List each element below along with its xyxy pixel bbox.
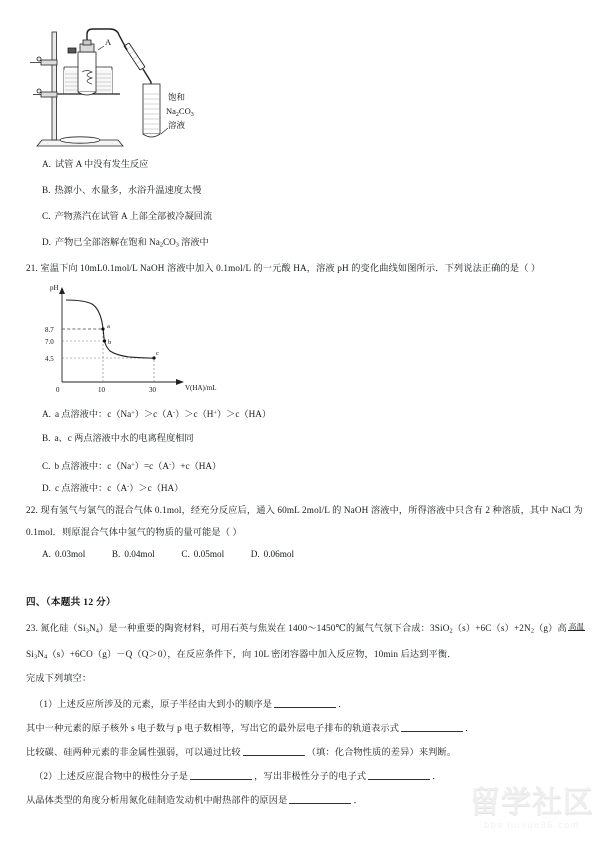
q21-option-b	[42, 432, 194, 445]
q21-option-b-label: B.	[42, 433, 51, 443]
q23-number: 23.	[26, 623, 38, 633]
q20-option-c	[42, 210, 212, 223]
chart-ytick-1: 7.0	[45, 338, 54, 346]
chart-point-b	[103, 339, 106, 342]
ph-titration-chart	[28, 282, 238, 400]
q23-line1-text: 氮化硅$(Si_3N_4)$是一种重要的陶瓷材料，可用石英与焦炭在 1400～1450℃的氮气气氛下合成：$3SiO_2(s)+6C(s)+2N_2(g)$高	[40, 623, 567, 635]
q22-option-b: B. 0.04mol	[111, 549, 155, 559]
q21-option-a-text: a 点溶液中：c（Na+）＞c（A-）＞c（H+）＞c（HA）	[54, 408, 272, 419]
site-watermark	[470, 788, 594, 830]
q23-blank1-field[interactable]	[274, 698, 336, 708]
q21-option-c-text: b 点溶液中：c（Na+）=c（A-）+c（HA）	[54, 460, 222, 471]
q20-option-d-label: D.	[42, 237, 51, 247]
q23-line3: 完成下列填空：	[26, 673, 92, 683]
q23-line1	[26, 622, 586, 638]
section-four-heading: 四、（本题共 12 分）	[26, 597, 116, 608]
q23-blank5-field[interactable]	[289, 794, 351, 804]
q23-reaction-condition	[568, 621, 585, 634]
q23-blank4-post: ．	[432, 771, 442, 781]
q20-option-b-label: B.	[42, 185, 51, 195]
apparatus-figure	[28, 22, 233, 150]
q23-blank3-field[interactable]	[243, 746, 305, 756]
q20-option-a	[42, 158, 148, 171]
q22-stem-text-1: 现有氢气与氯气的混合气体 0.1mol，经充分反应后，通入 60mL 2mol/L 的 NaOH 溶液中，所得溶液中只含有 2 种溶质，其中 NaCl 为	[40, 505, 583, 515]
chart-origin-label: 0	[56, 386, 60, 394]
q22-number: 22.	[26, 505, 38, 515]
q21-option-c	[42, 458, 221, 473]
chart-ytick-2: 4.5	[45, 355, 54, 363]
q22-stem-line2: 0.1mol．则原混合气体中氢气的物质的量可能是（ ）	[26, 527, 242, 537]
figure-label-solution-line2: $Na_2CO_3$	[166, 106, 194, 118]
chart-xlabel: V(HA)/mL	[185, 384, 217, 392]
q23-blank-2	[26, 722, 474, 735]
q23-blank-4	[34, 770, 442, 783]
q21-stem-text: 室温下向 10mL0.1mol/L NaOH 溶液中加入 0.1mol/L 的一元酸 HA，溶液 pH 的变化曲线如图所示．下列说法正确的是（ ）	[40, 263, 541, 273]
q20-option-d	[42, 236, 209, 252]
chart-ylabel: pH	[50, 284, 59, 292]
q22-option-a: A. 0.03mol	[42, 549, 86, 559]
q21-stem	[26, 262, 540, 275]
chart-y-arrow	[59, 287, 65, 294]
q23-blank-3	[26, 746, 456, 759]
q20-option-c-label: C.	[42, 211, 51, 221]
watermark-main-text: 留学社区	[470, 786, 594, 819]
q23-blank3-pre: 比较碳、硅两种元素的非金属性强弱，可以通过比较	[26, 747, 241, 757]
q23-blank2-pre: 其中一种元素的原子核外 s 电子数与 p 电子数相等，写出它的最外层电子排布的轨道表示式	[26, 723, 400, 733]
q23-blank3-post: （填：化合物性质的差异）来判断。	[306, 747, 457, 757]
q23-blank4-field-2[interactable]	[368, 770, 430, 780]
chart-ytick-0: 8.7	[45, 326, 54, 334]
q20-option-c-text: 产物蒸汽在试管 A 上部全部被冷凝回流	[54, 211, 213, 221]
q21-option-c-label: C.	[42, 460, 51, 471]
watermark-sub-text: bbs.liuxue86.com	[484, 820, 580, 830]
q23-blank1-pre: （1）上述反应所涉及的元素，原子半径由大到小的顺序是	[34, 699, 273, 709]
chart-xtick-2: 30	[149, 386, 156, 394]
figure-label-solution-line1: 饱和	[168, 92, 186, 102]
q22-options-row	[42, 548, 294, 561]
q23-line2-text: $Si_3N_4(s)+6CO(g)-Q(Q>0)$，在反应条件下，向 10L 密闭容器中加入反应物，10min 后达到平衡．	[26, 649, 457, 661]
q22-stem-line1	[26, 504, 583, 517]
q23-condition-label: 高温	[568, 621, 585, 631]
q23-blank-1	[34, 698, 348, 711]
q21-option-a	[42, 406, 271, 421]
q20-option-a-text: 试管 A 中没有发生反应	[54, 159, 149, 169]
chart-x-arrow	[176, 379, 184, 385]
q21-number: 21.	[26, 263, 38, 273]
q23-blank-5	[26, 794, 363, 807]
figure-label-tube-a: A	[105, 37, 112, 47]
q20-option-b-text: 热源小、水量多，水浴升温速度太慢	[54, 185, 202, 195]
q21-option-d	[42, 480, 183, 495]
q23-blank4-mid: ，写出非极性分子的电子式	[254, 771, 367, 781]
q21-option-b-text: a、c 两点溶液中水的电离程度相同	[54, 433, 194, 443]
chart-label-c: c	[156, 350, 159, 357]
q23-blank4-pre: （2）上述反应混合物中的极性分子是	[34, 771, 189, 781]
chart-point-a	[101, 327, 104, 330]
chart-label-b: b	[108, 339, 112, 346]
q20-option-a-label: A.	[42, 159, 51, 169]
q22-option-c: C. 0.05mol	[181, 549, 225, 559]
q20-option-d-text: 产物已全部溶解在饱和 $Na_2CO_3$ 溶液中	[54, 237, 209, 249]
q21-option-d-text: c 点溶液中：c（A-）＞c（HA）	[54, 482, 184, 493]
q22-option-d: D. 0.06mol	[250, 549, 295, 559]
q23-blank2-post: ．	[465, 723, 475, 733]
q21-option-a-label: A.	[42, 408, 51, 419]
chart-xtick-1: 10	[98, 386, 105, 394]
chart-label-a: a	[107, 323, 110, 330]
q23-blank5-post: ．	[353, 795, 363, 805]
figure-label-solution-line3: 溶液	[168, 120, 186, 130]
q23-blank5-pre: 从晶体类型的角度分析用氮化硅制造发动机中耐热部件的原因是	[26, 795, 288, 805]
q21-option-d-label: D.	[42, 482, 51, 493]
q20-option-b	[42, 184, 201, 197]
q23-line2	[26, 648, 457, 664]
q23-blank1-post: ．	[338, 699, 348, 709]
q23-blank2-field[interactable]	[401, 722, 463, 732]
q23-blank4-field-1[interactable]	[190, 770, 252, 780]
